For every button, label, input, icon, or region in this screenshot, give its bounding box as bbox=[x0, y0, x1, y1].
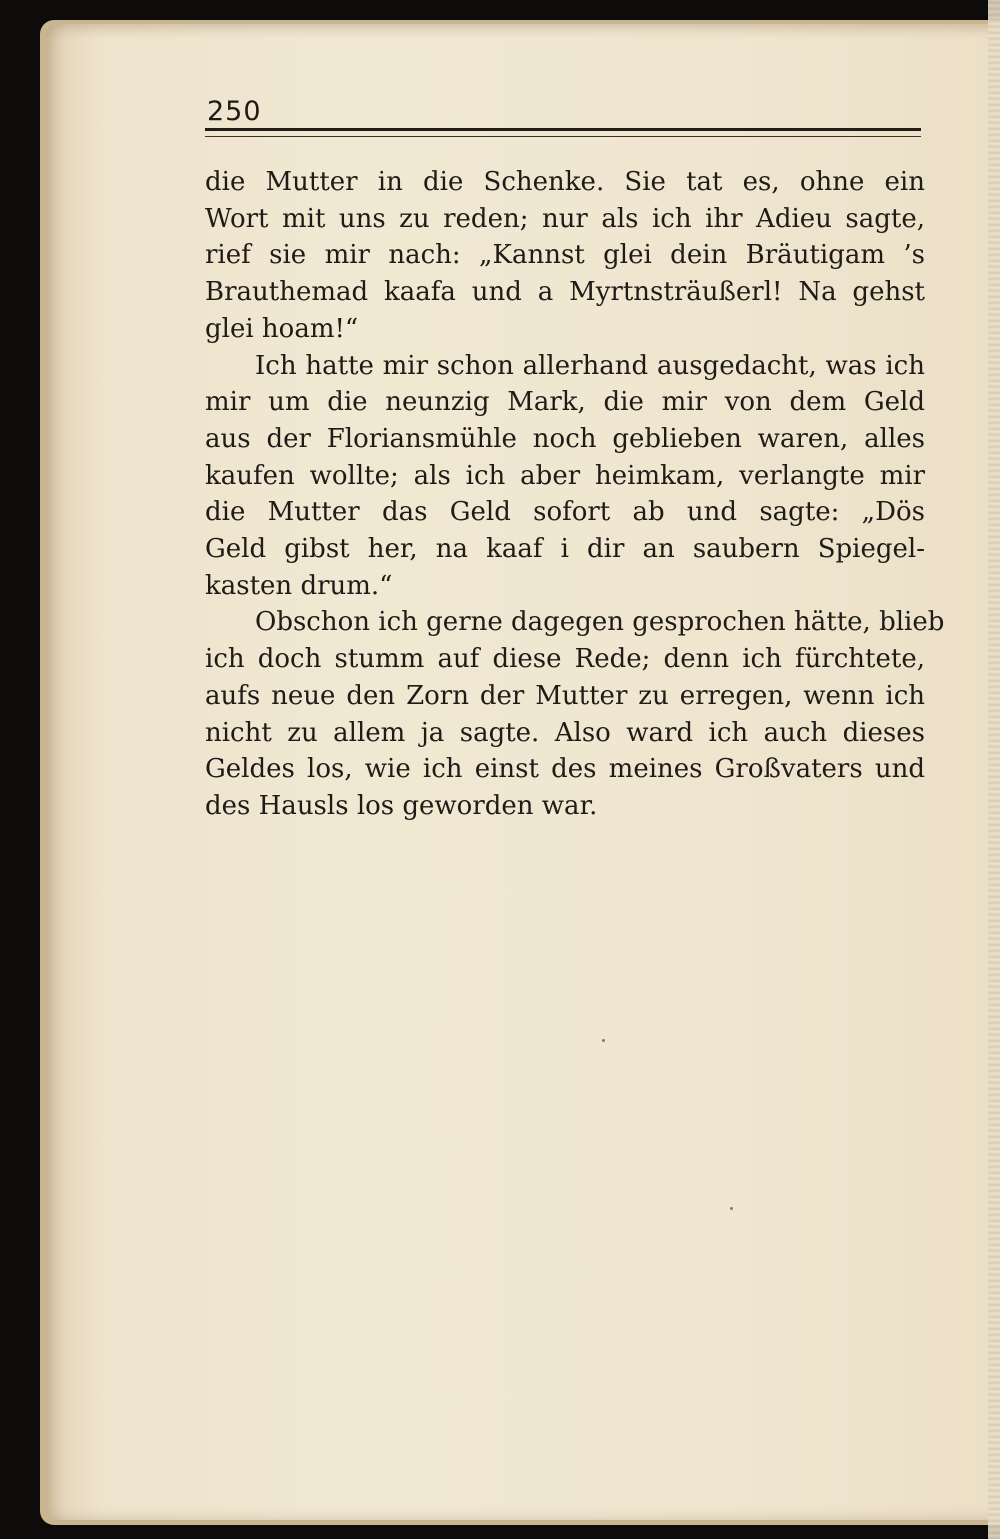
text-line: aus der Floriansmühle noch geblieben waren, alles bbox=[205, 423, 925, 454]
text-line: rief sie mir nach: „Kannst glei dein Bräutigam ’s bbox=[205, 240, 925, 271]
page-number: 250 bbox=[207, 96, 262, 127]
text-line: Ich hatte mir schon allerhand ausgedacht, was ich bbox=[255, 350, 925, 381]
binding-edge bbox=[988, 0, 1000, 1539]
paper-speck bbox=[730, 1207, 733, 1210]
header-rule bbox=[205, 128, 921, 131]
text-line: glei hoam!“ bbox=[205, 313, 359, 344]
text-line: Geldes los, wie ich einst des meines Großvaters und bbox=[205, 754, 925, 785]
text-line: aufs neue den Zorn der Mutter zu erregen, wenn ich bbox=[205, 680, 925, 711]
header-rule-thin bbox=[205, 136, 921, 137]
text-line: mir um die neunzig Mark, die mir von dem Geld bbox=[205, 387, 925, 418]
text-line: kaufen wollte; als ich aber heimkam, verlangte mir bbox=[205, 460, 925, 491]
text-line: Obschon ich gerne dagegen gesprochen hätte, blieb bbox=[255, 607, 945, 638]
text-line: nicht zu allem ja sagte. Also ward ich auch dieses bbox=[205, 717, 925, 748]
paper-speck bbox=[602, 1039, 605, 1042]
text-line: kasten drum.“ bbox=[205, 570, 393, 601]
text-line: Geld gibst her, na kaaf i dir an saubern Spiegel- bbox=[205, 534, 925, 565]
text-line: ich doch stumm auf diese Rede; denn ich fürchtete, bbox=[205, 644, 925, 675]
text-line: des Hausls los geworden war. bbox=[205, 790, 598, 821]
text-line: Wort mit uns zu reden; nur als ich ihr Adieu sagte, bbox=[205, 203, 925, 234]
text-line: die Mutter in die Schenke. Sie tat es, ohne ein bbox=[205, 167, 925, 197]
body-text bbox=[205, 164, 945, 825]
text-line: Brauthemad kaafa und a Myrtnsträußerl! Na gehst bbox=[205, 277, 925, 308]
text-line: die Mutter das Geld sofort ab und sagte: „Dös bbox=[205, 497, 925, 528]
